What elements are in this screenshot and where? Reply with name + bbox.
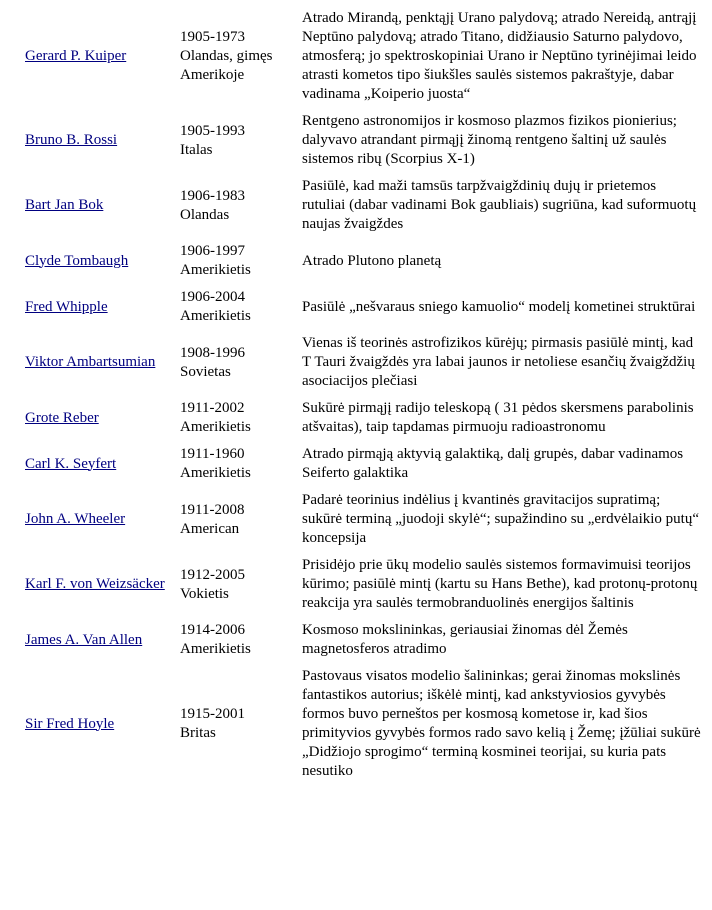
years-text: 1908-1996 bbox=[180, 344, 245, 361]
years-text: 1906-1983 bbox=[180, 187, 245, 204]
origin-text: Amerikietis bbox=[180, 419, 251, 435]
years-text: 1911-2002 bbox=[180, 400, 245, 416]
table-row bbox=[20, 284, 707, 330]
years-cell bbox=[175, 284, 297, 330]
name-cell bbox=[20, 5, 175, 108]
years-text: 1914-2006 bbox=[180, 622, 245, 638]
years-text: 1905-1973 bbox=[180, 29, 245, 45]
years-text: 1912-2005 bbox=[180, 566, 245, 583]
astronomer-link[interactable]: Fred Whipple bbox=[25, 298, 108, 315]
description-cell: Padarė teorinius indėlius į kvantinės gravitacijos supratimą; sukūrė terminą „juodoji skylė“; supažindino su „erdvėlaikio putų“ koncepsija bbox=[302, 492, 699, 546]
astronomer-link[interactable]: Karl F. von Weizsäcker bbox=[25, 576, 165, 592]
name-cell bbox=[20, 552, 175, 617]
years-cell bbox=[175, 5, 297, 108]
name-cell bbox=[20, 395, 175, 441]
years-text: 1905-1993 bbox=[180, 122, 245, 139]
origin-text: Olandas bbox=[180, 206, 230, 223]
table-row bbox=[20, 552, 707, 617]
origin-text: Vokietis bbox=[180, 585, 229, 602]
table-row bbox=[20, 441, 707, 487]
table-row bbox=[20, 617, 707, 663]
description-cell: Pastovaus visatos modelio šalininkas; gerai žinomas mokslinės fantastikos autorius; iškėlė mintį, kad ankstyviosios gyvybės formos buvo perneštos per kosmosą kometose ir, kad šios primityvios gyvybės formos rado savo kelią į Žemę; įžūliai sukūrė „Didžiojo sprogimo“ terminą kosminei teorijai, su kuria pats nesutiko bbox=[302, 668, 701, 779]
years-cell bbox=[175, 108, 297, 173]
origin-text: Sovietas bbox=[180, 363, 231, 380]
table-row bbox=[20, 108, 707, 173]
name-cell bbox=[20, 330, 175, 395]
years-cell bbox=[175, 663, 297, 785]
description-cell: Sukūrė pirmąjį radijo teleskopą ( 31 pėdos skersmens parabolinis atšvaitas), taip tapdamas pirmuoju radioastronomu bbox=[302, 400, 694, 435]
name-cell bbox=[20, 173, 175, 238]
description-cell: Rentgeno astronomijos ir kosmoso plazmos fizikos pionierius; dalyvavo atrandant pirmąjį žinomą rentgeno šaltinį už saulės sistemos ribų (Scorpius X-1) bbox=[302, 113, 677, 167]
years-cell bbox=[175, 238, 297, 284]
years-cell bbox=[175, 395, 297, 441]
years-cell bbox=[175, 552, 297, 617]
table-row bbox=[20, 238, 707, 284]
origin-text: Amerikietis bbox=[180, 262, 251, 278]
name-cell bbox=[20, 108, 175, 173]
origin-text: American bbox=[180, 520, 240, 537]
origin-text: Olandas, gimęs Amerikoje bbox=[180, 48, 273, 83]
description-cell: Pasiūlė, kad maži tamsūs tarpžvaigždinių dujų ir prietemos rutuliai (dabar vadinami Bok gaubliais) sugriūna, kad suformuotų naujas žvaigždes bbox=[302, 178, 697, 232]
astronomer-link[interactable]: James A. Van Allen bbox=[25, 631, 143, 648]
name-cell bbox=[20, 284, 175, 330]
origin-text: Amerikietis bbox=[180, 308, 251, 324]
origin-text: Italas bbox=[180, 141, 213, 158]
astronomer-link[interactable]: Sir Fred Hoyle bbox=[25, 715, 115, 732]
astronomer-link[interactable]: Carl K. Seyfert bbox=[25, 455, 117, 472]
years-cell bbox=[175, 617, 297, 663]
years-cell bbox=[175, 441, 297, 487]
origin-text: Amerikietis bbox=[180, 465, 251, 481]
astronomer-link[interactable]: Bart Jan Bok bbox=[25, 197, 104, 213]
description-cell: Vienas iš teorinės astrofizikos kūrėjų; pirmasis pasiūlė mintį, kad T Tauri žvaigždės yra labai jaunos ir netoliese esančių žvaigždžių asociacijos plečiasi bbox=[302, 335, 695, 389]
description-cell: Atrado Mirandą, penktąjį Urano palydovą; atrado Nereidą, antrąjį Neptūno palydovą; atrado Titano, didžiausio Saturno palydovo, atmosferą; jo spektroskopiniai Urano ir Neptūno tyrinėjimai leido atrasti kometos tipo šiukšles saulės sistemos pakraštyje, dabar vadinama „Koiperio juosta“ bbox=[302, 10, 697, 102]
table-row bbox=[20, 173, 707, 238]
table-row bbox=[20, 330, 707, 395]
astronomer-link[interactable]: Grote Reber bbox=[25, 409, 99, 426]
years-text: 1911-2008 bbox=[180, 501, 245, 518]
astronomers-table-body bbox=[20, 5, 707, 785]
name-cell bbox=[20, 487, 175, 552]
astronomer-link[interactable]: John A. Wheeler bbox=[25, 511, 126, 527]
astronomer-link[interactable]: Clyde Tombaugh bbox=[25, 252, 129, 269]
description-cell: Prisidėjo prie ūkų modelio saulės sistemos formavimuisi teorijos kūrimo; pasiūlė mintį (kartu su Hans Bethe), kad protonų-protonų reakcija yra saulės termobranduolinės energijos šaltinis bbox=[302, 557, 698, 611]
astronomer-link[interactable]: Gerard P. Kuiper bbox=[25, 48, 127, 64]
years-cell bbox=[175, 330, 297, 395]
years-text: 1911-1960 bbox=[180, 446, 245, 462]
table-row bbox=[20, 395, 707, 441]
description-cell: Kosmoso mokslininkas, geriausiai žinomas dėl Žemės magnetosferos atradimo bbox=[302, 622, 628, 657]
astronomer-link[interactable]: Bruno B. Rossi bbox=[25, 132, 118, 148]
table-row bbox=[20, 487, 707, 552]
origin-text: Britas bbox=[180, 725, 216, 741]
description-cell: Pasiūlė „nešvaraus sniego kamuolio“ modelį kometinei struktūrai bbox=[302, 298, 696, 315]
years-cell bbox=[175, 173, 297, 238]
description-cell: Atrado pirmąją aktyvią galaktiką, dalį grupės, dabar vadinamos Seiferto galaktika bbox=[302, 446, 684, 481]
astronomers-table bbox=[20, 5, 707, 785]
description-cell: Atrado Plutono planetą bbox=[302, 252, 442, 269]
years-text: 1906-1997 bbox=[180, 243, 245, 259]
years-cell bbox=[175, 487, 297, 552]
years-text: 1915-2001 bbox=[180, 706, 245, 722]
name-cell bbox=[20, 663, 175, 785]
table-row bbox=[20, 5, 707, 108]
origin-text: Amerikietis bbox=[180, 641, 251, 657]
table-row bbox=[20, 663, 707, 785]
astronomer-link[interactable]: Viktor Ambartsumian bbox=[25, 354, 156, 370]
years-text: 1906-2004 bbox=[180, 289, 245, 305]
name-cell bbox=[20, 617, 175, 663]
name-cell bbox=[20, 238, 175, 284]
name-cell bbox=[20, 441, 175, 487]
